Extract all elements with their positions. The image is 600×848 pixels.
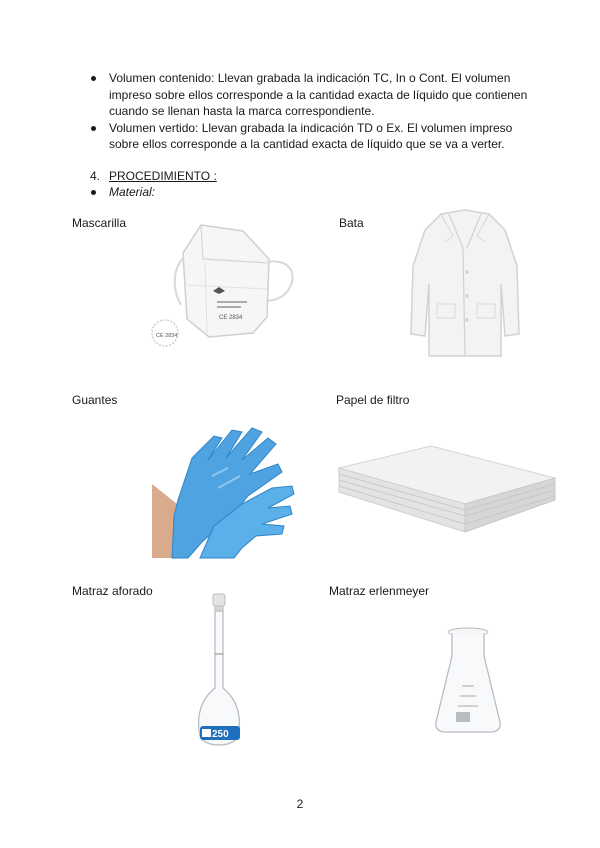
gloves-image	[152, 416, 297, 561]
label-matraz-erlenmeyer: Matraz erlenmeyer	[329, 584, 430, 598]
lab-coat-image	[405, 206, 525, 361]
section-title: PROCEDIMIENTO :	[109, 169, 217, 183]
label-guantes: Guantes	[72, 393, 118, 407]
filter-paper-image	[335, 438, 560, 536]
volumetric-flask-image	[190, 592, 250, 754]
label-bata: Bata	[339, 216, 364, 230]
definition-list	[90, 70, 530, 153]
erlenmeyer-flask-image	[432, 626, 504, 736]
label-matraz-aforado: Matraz aforado	[72, 584, 153, 598]
mask-ce-mark: CE 2834	[219, 315, 243, 321]
section-number: 4.	[90, 169, 101, 183]
mask-badge-mark: CE 2834	[156, 333, 178, 339]
bullet-volumen-contenido: Volumen contenido: Llevan grabada la indicación TC, In o Cont. El volumen impreso sobre ellos corresponde a la cantidad exacta de líquido que contienen cuando se llenan hasta la marca correspondiente.	[90, 70, 530, 120]
label-mascarilla: Mascarilla	[72, 216, 127, 230]
flask-volume-mark: 250	[212, 729, 229, 740]
page-number: 2	[296, 797, 304, 811]
material-label: Material:	[90, 184, 155, 200]
section-heading	[90, 168, 217, 184]
label-papel-de-filtro: Papel de filtro	[336, 393, 410, 407]
bullet-volumen-vertido: Volumen vertido: Llevan grabada la indicación TD o Ex. El volumen impreso sobre ellos corresponde a la cantidad exacta de líquido que se va a verter.	[90, 120, 530, 153]
mask-image	[145, 215, 305, 355]
